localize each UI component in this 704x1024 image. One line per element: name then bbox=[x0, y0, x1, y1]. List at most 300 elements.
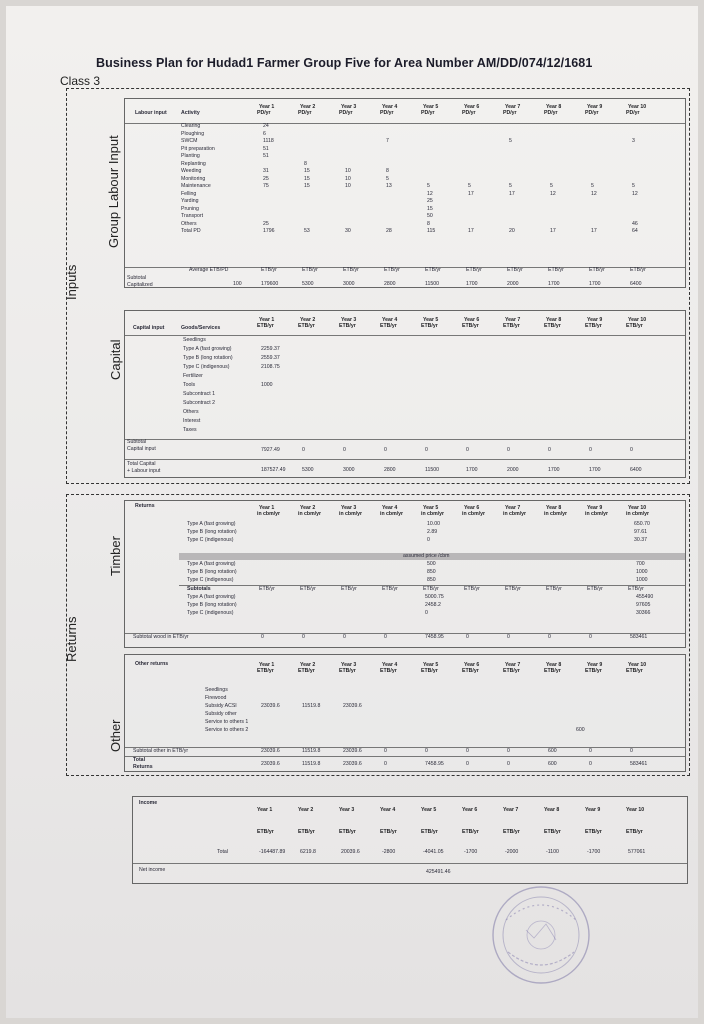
volume-row-label: Type B (long rotation) bbox=[187, 529, 237, 535]
year-header: Year 10 bbox=[628, 505, 647, 511]
income-year-header: Year 3 bbox=[339, 807, 355, 813]
activity-label: Monitoring bbox=[181, 175, 206, 182]
labour-value: 8 bbox=[427, 220, 430, 227]
labour-value: 25 bbox=[427, 198, 433, 204]
total-returns-value: 0 bbox=[589, 761, 592, 767]
labour-value: 31 bbox=[263, 168, 269, 174]
labour-value: 5 bbox=[632, 183, 635, 189]
year-header: Year 10 bbox=[628, 104, 647, 110]
timber-unit-cell: ETB/yr bbox=[505, 586, 521, 592]
labour-value: 17 bbox=[468, 228, 474, 234]
other-item-label: Service to others 2 bbox=[205, 727, 249, 733]
assumed-price-label: assumed price /cbm bbox=[403, 553, 450, 559]
income-total-value: -1100 bbox=[546, 849, 559, 855]
other-returns-header: Other returns bbox=[135, 661, 169, 667]
labour-value: 15 bbox=[427, 205, 433, 212]
capital-label: Capital bbox=[108, 339, 123, 380]
volume-year10: 30.37 bbox=[634, 537, 647, 543]
capital-item-value: 2559.37 bbox=[261, 355, 280, 361]
subsidy-value: 11519.8 bbox=[302, 703, 321, 709]
unit-cell: ETB/yr bbox=[384, 267, 400, 273]
year-header: Year 8 bbox=[546, 662, 562, 668]
price-row-label: Type C (indigenous) bbox=[187, 577, 234, 583]
price-year5: 850 bbox=[427, 569, 436, 575]
net-income-label: Net income bbox=[139, 867, 166, 873]
labour-value: 51 bbox=[263, 145, 269, 152]
activity-label: Yarding bbox=[181, 198, 199, 204]
total-capital-value: 1700 bbox=[589, 467, 601, 473]
returns-label: Returns bbox=[64, 616, 79, 662]
unit-header: ETB/yr bbox=[503, 668, 520, 674]
income-year-header: Year 5 bbox=[421, 807, 437, 813]
year-header: Year 5 bbox=[423, 662, 439, 668]
average-value: 100 bbox=[233, 281, 242, 287]
total-returns-value: 23039.6 bbox=[343, 761, 362, 767]
unit-cell: ETB/yr bbox=[343, 267, 359, 273]
subtotal-wood-value: 0 bbox=[343, 634, 346, 640]
price-year10: 1000 bbox=[636, 569, 648, 575]
capitalized-value: 1700 bbox=[466, 281, 478, 287]
unit-header: ETB/yr bbox=[462, 323, 479, 329]
unit-header: ETB/yr bbox=[585, 323, 602, 329]
capital-item-label: Others bbox=[183, 409, 199, 415]
unit-header: PD/yr bbox=[503, 110, 517, 116]
total-returns-value: 600 bbox=[548, 761, 557, 767]
labour-value: 8 bbox=[304, 160, 307, 167]
subtotal-row-label: Type B (long rotation) bbox=[187, 602, 237, 608]
labour-value: 5 bbox=[550, 183, 553, 189]
income-year-header: Year 9 bbox=[585, 807, 601, 813]
capitalized-value: 179600 bbox=[261, 281, 279, 287]
income-table bbox=[132, 796, 688, 884]
labour-value: 51 bbox=[263, 153, 269, 159]
volume-year5: 2.89 bbox=[427, 529, 438, 535]
capital-item-label: Type B (long rotation) bbox=[183, 355, 233, 361]
official-seal bbox=[486, 880, 596, 995]
unit-cell: ETB/yr bbox=[425, 267, 441, 273]
volume-row-label: Type C (indigenous) bbox=[187, 537, 234, 543]
unit-header: ETB/yr bbox=[380, 668, 397, 674]
subtotal-year10: 97605 bbox=[636, 602, 651, 608]
labour-value: 5 bbox=[386, 175, 389, 182]
timber-table bbox=[124, 500, 686, 648]
unit-header: in cbm/yr bbox=[503, 511, 527, 517]
capital-item-label: Type C (indigenous) bbox=[183, 364, 230, 370]
capital-item-label: Subcontract 1 bbox=[183, 391, 216, 397]
subtotal-year5: 5000.75 bbox=[425, 594, 444, 600]
timber-unit-cell: ETB/yr bbox=[587, 586, 603, 592]
income-unit-header: ETB/yr bbox=[380, 829, 397, 835]
subtotal-other-value: 23039.6 bbox=[343, 748, 362, 754]
unit-header: ETB/yr bbox=[298, 668, 315, 674]
unit-header: PD/yr bbox=[462, 110, 476, 116]
unit-header: ETB/yr bbox=[339, 668, 356, 674]
labour-value: 12 bbox=[591, 190, 597, 197]
timber-unit-cell: ETB/yr bbox=[300, 586, 316, 592]
subtotal-other-value: 23039.6 bbox=[261, 748, 280, 754]
inputs-label: Inputs bbox=[64, 264, 79, 300]
unit-cell: ETB/yr bbox=[548, 267, 564, 273]
unit-header: ETB/yr bbox=[257, 668, 274, 674]
total-capital-value: 1700 bbox=[548, 467, 560, 473]
labour-input-header: Labour input bbox=[135, 110, 167, 116]
total-capital-value: 11500 bbox=[425, 467, 440, 473]
year-header: Year 2 bbox=[300, 104, 316, 110]
capital-input-value: 0 bbox=[384, 447, 387, 453]
labour-table bbox=[124, 98, 686, 288]
income-unit-header: ETB/yr bbox=[544, 829, 561, 835]
year-header: Year 1 bbox=[259, 662, 275, 668]
volume-year10: 650.70 bbox=[634, 521, 650, 527]
year-header: Year 7 bbox=[505, 104, 521, 110]
activity-label: Weeding bbox=[181, 168, 202, 174]
income-total-value: -164487.89 bbox=[259, 849, 286, 855]
income-year-header: Year 6 bbox=[462, 807, 478, 813]
labour-value: 5 bbox=[427, 183, 430, 189]
unit-header: ETB/yr bbox=[585, 668, 602, 674]
unit-header: PD/yr bbox=[544, 110, 558, 116]
income-year-header: Year 10 bbox=[626, 807, 645, 813]
subtotal-wood-value: 583461 bbox=[630, 634, 648, 640]
year-header: Year 6 bbox=[464, 505, 480, 511]
unit-header: in cbm/yr bbox=[626, 511, 650, 517]
unit-header: PD/yr bbox=[585, 110, 599, 116]
unit-header: ETB/yr bbox=[339, 323, 356, 329]
unit-cell: ETB/yr bbox=[261, 267, 277, 273]
year-header: Year 7 bbox=[505, 317, 521, 323]
unit-header: in cbm/yr bbox=[339, 511, 363, 517]
goods-services-header: Goods/Services bbox=[181, 325, 221, 331]
labour-value: 1118 bbox=[263, 138, 274, 144]
labour-value: 12 bbox=[632, 190, 638, 197]
year-header: Year 4 bbox=[382, 662, 398, 668]
total-returns-value: 0 bbox=[507, 761, 510, 767]
capital-input-value: 7927.49 bbox=[261, 447, 280, 453]
labour-value: 5 bbox=[509, 183, 512, 189]
volume-year10: 97.61 bbox=[634, 529, 647, 535]
capital-input-header: Capital input bbox=[133, 325, 165, 331]
subtotal-label: Subtotal bbox=[127, 275, 147, 281]
income-header: Income bbox=[139, 800, 158, 806]
labour-value: 17 bbox=[468, 190, 474, 197]
capitalized-value: 2800 bbox=[384, 281, 396, 287]
labour-value: 12 bbox=[550, 190, 556, 197]
labour-value: 6 bbox=[263, 130, 266, 137]
price-year10: 1000 bbox=[636, 577, 648, 583]
subtotal-year5: 0 bbox=[425, 610, 428, 616]
capitalized-value: 3000 bbox=[343, 281, 355, 287]
activity-label: Ploughing bbox=[181, 130, 205, 137]
labour-value: 64 bbox=[632, 228, 638, 234]
income-total-value: -1700 bbox=[587, 849, 601, 855]
subtotal-year10: 30366 bbox=[636, 610, 651, 616]
labour-value: 17 bbox=[591, 228, 597, 234]
year-header: Year 10 bbox=[628, 662, 647, 668]
activity-label: Transport bbox=[181, 213, 204, 219]
capital-item-label: Fertilizer bbox=[183, 373, 203, 379]
activity-label: Total PD bbox=[181, 228, 201, 234]
year-header: Year 5 bbox=[423, 104, 439, 110]
activity-label: Planting bbox=[181, 153, 200, 159]
unit-header: ETB/yr bbox=[462, 668, 479, 674]
year-header: Year 2 bbox=[300, 662, 316, 668]
year-header: Year 3 bbox=[341, 104, 357, 110]
year-header: Year 5 bbox=[423, 317, 439, 323]
year-header: Year 3 bbox=[341, 662, 357, 668]
volume-year5: 0 bbox=[427, 537, 430, 543]
document-title: Business Plan for Hudad1 Farmer Group Five for Area Number AM/DD/074/12/1681 bbox=[96, 56, 593, 70]
year-header: Year 6 bbox=[464, 317, 480, 323]
subsidy-value: 23039.6 bbox=[343, 703, 362, 709]
unit-header: in cbm/yr bbox=[298, 511, 322, 517]
average-etb-label: Average ETB/PD bbox=[189, 267, 229, 273]
labour-value: 75 bbox=[263, 183, 269, 189]
income-unit-header: ETB/yr bbox=[257, 829, 274, 835]
capital-input-value: 0 bbox=[466, 447, 469, 453]
capital-input-value: 0 bbox=[302, 447, 305, 453]
unit-cell: ETB/yr bbox=[630, 267, 646, 273]
labour-value: 5 bbox=[591, 183, 594, 189]
subtotal-wood-label: Subtotal wood in ETB/yr bbox=[133, 634, 189, 640]
income-year-header: Year 4 bbox=[380, 807, 396, 813]
subtotal-row-label: Type C (indigenous) bbox=[187, 610, 234, 616]
unit-header: ETB/yr bbox=[380, 323, 397, 329]
unit-header: in cbm/yr bbox=[585, 511, 609, 517]
subtotal-year10: 455490 bbox=[636, 594, 654, 600]
unit-header: ETB/yr bbox=[257, 323, 274, 329]
subtotal-other-value: 0 bbox=[466, 748, 469, 754]
unit-header: in cbm/yr bbox=[421, 511, 445, 517]
unit-header: PD/yr bbox=[626, 110, 640, 116]
income-year-header: Year 8 bbox=[544, 807, 560, 813]
capital-subtotal-label: Subtotal bbox=[127, 439, 147, 445]
capitalized-value: 6400 bbox=[630, 281, 642, 287]
timber-unit-cell: ETB/yr bbox=[464, 586, 480, 592]
subtotals-label: Subtotals bbox=[187, 586, 211, 592]
labour-value: 10 bbox=[345, 183, 351, 189]
year-header: Year 2 bbox=[300, 505, 316, 511]
total-capital-value: 3000 bbox=[343, 467, 355, 473]
capitalized-value: 11500 bbox=[425, 281, 440, 287]
year-header: Year 8 bbox=[546, 104, 562, 110]
total-returns-label: Total bbox=[133, 757, 146, 763]
labour-value: 50 bbox=[427, 213, 433, 219]
unit-header: PD/yr bbox=[298, 110, 312, 116]
income-year-header: Year 7 bbox=[503, 807, 519, 813]
capital-item-label: Seedlings bbox=[183, 337, 206, 343]
subtotal-other-value: 0 bbox=[589, 748, 592, 754]
timber-unit-cell: ETB/yr bbox=[341, 586, 357, 592]
unit-header: ETB/yr bbox=[626, 323, 643, 329]
unit-header: in cbm/yr bbox=[257, 511, 281, 517]
subtotal-other-value: 0 bbox=[384, 748, 387, 754]
capitalized-label: Capitalized bbox=[127, 282, 153, 288]
returns-header: Returns bbox=[135, 503, 155, 509]
other-item-label: Seedlings bbox=[205, 687, 228, 693]
labour-value: 13 bbox=[386, 183, 392, 189]
income-total-value: -4041.05 bbox=[423, 849, 444, 855]
net-income-value: 425491.46 bbox=[426, 869, 451, 875]
unit-header: in cbm/yr bbox=[544, 511, 568, 517]
labour-value: 3 bbox=[632, 138, 635, 144]
year-header: Year 3 bbox=[341, 505, 357, 511]
labour-value: 15 bbox=[304, 183, 310, 189]
capital-input-value: 0 bbox=[548, 447, 551, 453]
total-returns-value: 583461 bbox=[630, 761, 648, 767]
capital-input-value: 0 bbox=[630, 447, 633, 453]
year-header: Year 8 bbox=[546, 317, 562, 323]
total-capital-value: 5300 bbox=[302, 467, 314, 473]
total-returns-value: 23039.6 bbox=[261, 761, 280, 767]
income-year-header: Year 1 bbox=[257, 807, 273, 813]
labour-input-sum-label: + Labour input bbox=[127, 468, 161, 474]
income-total-value: 577061 bbox=[628, 849, 646, 855]
labour-value: 1796 bbox=[263, 228, 275, 234]
year-header: Year 4 bbox=[382, 317, 398, 323]
price-year10: 700 bbox=[636, 561, 645, 567]
timber-unit-cell: ETB/yr bbox=[382, 586, 398, 592]
unit-header: PD/yr bbox=[421, 110, 435, 116]
subtotal-other-value: 0 bbox=[630, 748, 633, 754]
timber-unit-cell: ETB/yr bbox=[628, 586, 644, 592]
year-header: Year 9 bbox=[587, 104, 603, 110]
labour-value: 10 bbox=[345, 168, 351, 174]
other-item-label: Subsidy ACSI bbox=[205, 703, 237, 709]
capital-input-label: Capital input bbox=[127, 446, 156, 452]
activity-label: Clearing bbox=[181, 123, 201, 129]
activity-label: Others bbox=[181, 220, 197, 227]
activity-header: Activity bbox=[181, 110, 200, 116]
year-header: Year 6 bbox=[464, 662, 480, 668]
income-total-value: -2800 bbox=[382, 849, 396, 855]
labour-value: 5 bbox=[468, 183, 471, 189]
year-header: Year 7 bbox=[505, 662, 521, 668]
income-unit-header: ETB/yr bbox=[462, 829, 479, 835]
year-header: Year 1 bbox=[259, 104, 275, 110]
subtotal-other-label: Subtotal other in ETB/yr bbox=[133, 748, 189, 754]
year-header: Year 10 bbox=[628, 317, 647, 323]
other-table bbox=[124, 654, 686, 772]
subtotal-wood-value: 0 bbox=[548, 634, 551, 640]
total-returns-value: 11519.8 bbox=[302, 761, 321, 767]
year-header: Year 6 bbox=[464, 104, 480, 110]
unit-header: ETB/yr bbox=[298, 323, 315, 329]
year-header: Year 2 bbox=[300, 317, 316, 323]
year-header: Year 7 bbox=[505, 505, 521, 511]
income-unit-header: ETB/yr bbox=[503, 829, 520, 835]
year-header: Year 3 bbox=[341, 317, 357, 323]
labour-value: 25 bbox=[263, 220, 269, 227]
total-capital-value: 187527.49 bbox=[261, 467, 286, 473]
capitalized-value: 5300 bbox=[302, 281, 314, 287]
year-header: Year 9 bbox=[587, 505, 603, 511]
capital-item-label: Taxes bbox=[183, 427, 197, 433]
returns-sub-label: Returns bbox=[133, 764, 153, 770]
labour-value: 24 bbox=[263, 123, 269, 129]
activity-label: SWCM bbox=[181, 138, 198, 144]
capital-input-value: 0 bbox=[589, 447, 592, 453]
income-unit-header: ETB/yr bbox=[339, 829, 356, 835]
volume-year5: 10.00 bbox=[427, 521, 440, 527]
income-unit-header: ETB/yr bbox=[626, 829, 643, 835]
unit-header: ETB/yr bbox=[421, 668, 438, 674]
capitalized-value: 1700 bbox=[548, 281, 560, 287]
capitalized-value: 1700 bbox=[589, 281, 601, 287]
capital-item-value: 1000 bbox=[261, 382, 273, 388]
year-header: Year 1 bbox=[259, 317, 275, 323]
unit-cell: ETB/yr bbox=[589, 267, 605, 273]
unit-header: in cbm/yr bbox=[380, 511, 404, 517]
total-capital-label: Total Capital bbox=[127, 461, 156, 467]
income-total-value: 20039.6 bbox=[341, 849, 360, 855]
capital-item-label: Tools bbox=[183, 382, 196, 388]
subsidy-value: 23039.6 bbox=[261, 703, 280, 709]
total-returns-value: 0 bbox=[466, 761, 469, 767]
year-header: Year 5 bbox=[423, 505, 439, 511]
subtotal-row-label: Type A (fast growing) bbox=[187, 594, 236, 600]
subtotal-wood-value: 0 bbox=[302, 634, 305, 640]
unit-header: ETB/yr bbox=[544, 323, 561, 329]
price-row-label: Type A (fast growing) bbox=[187, 561, 236, 567]
labour-value: 8 bbox=[386, 168, 389, 174]
income-total-label: Total bbox=[217, 849, 228, 855]
labour-value: 17 bbox=[550, 228, 556, 234]
subtotal-wood-value: 0 bbox=[589, 634, 592, 640]
other-item-label: Service to others 1 bbox=[205, 719, 249, 725]
volume-row-label: Type A (fast growing) bbox=[187, 521, 236, 527]
unit-header: ETB/yr bbox=[544, 668, 561, 674]
class-label: Class 3 bbox=[60, 74, 101, 88]
unit-cell: ETB/yr bbox=[466, 267, 482, 273]
subtotal-wood-value: 0 bbox=[507, 634, 510, 640]
subtotal-year5: 2458.2 bbox=[425, 602, 441, 608]
subtotal-other-value: 0 bbox=[425, 748, 428, 754]
income-unit-header: ETB/yr bbox=[585, 829, 602, 835]
total-capital-value: 6400 bbox=[630, 467, 642, 473]
labour-value: 25 bbox=[263, 175, 269, 182]
timber-unit-cell: ETB/yr bbox=[546, 586, 562, 592]
price-year5: 500 bbox=[427, 561, 436, 567]
total-returns-value: 0 bbox=[384, 761, 387, 767]
unit-header: ETB/yr bbox=[503, 323, 520, 329]
labour-value: 20 bbox=[509, 228, 515, 234]
capital-item-value: 2108.75 bbox=[261, 364, 280, 370]
unit-header: PD/yr bbox=[380, 110, 394, 116]
unit-cell: ETB/yr bbox=[507, 267, 523, 273]
labour-value: 28 bbox=[386, 228, 392, 234]
subtotal-other-value: 11519.8 bbox=[302, 748, 321, 754]
capitalized-value: 2000 bbox=[507, 281, 519, 287]
subtotal-wood-value: 0 bbox=[466, 634, 469, 640]
other-item-label: Subsidy other bbox=[205, 711, 237, 717]
income-year-header: Year 2 bbox=[298, 807, 314, 813]
labour-value: 46 bbox=[632, 220, 638, 227]
subtotal-wood-value: 0 bbox=[261, 634, 264, 640]
labour-value: 30 bbox=[345, 228, 351, 234]
price-year5: 850 bbox=[427, 577, 436, 583]
subtotal-wood-value: 0 bbox=[384, 634, 387, 640]
subtotal-other-value: 600 bbox=[548, 748, 557, 754]
capital-input-value: 0 bbox=[425, 447, 428, 453]
total-capital-value: 2800 bbox=[384, 467, 396, 473]
unit-header: PD/yr bbox=[339, 110, 353, 116]
timber-unit-cell: ETB/yr bbox=[259, 586, 275, 592]
labour-value: 15 bbox=[304, 168, 310, 174]
unit-cell: ETB/yr bbox=[302, 267, 318, 273]
unit-header: ETB/yr bbox=[421, 323, 438, 329]
group-labour-input-label: Group Labour Input bbox=[106, 135, 121, 248]
income-unit-header: ETB/yr bbox=[298, 829, 315, 835]
